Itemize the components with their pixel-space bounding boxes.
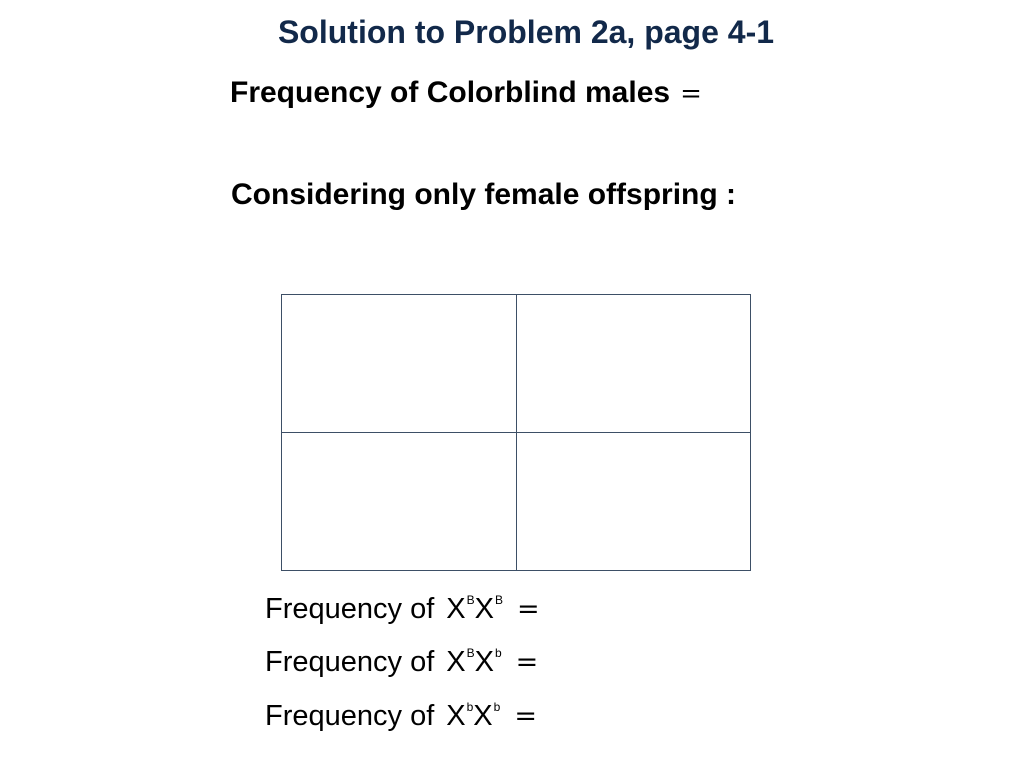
- equals-sign: =: [680, 79, 702, 109]
- genotype-frequency-line: [265, 642, 538, 682]
- x-chromosome: X: [474, 646, 494, 678]
- frequency-label: Frequency of: [265, 593, 435, 625]
- punnett-square: [281, 294, 751, 571]
- punnett-cell: [282, 433, 517, 571]
- allele-superscript: b: [494, 646, 502, 660]
- frequency-label: Frequency of: [265, 700, 435, 732]
- equals-sign: =: [516, 594, 540, 625]
- x-chromosome: X: [446, 593, 466, 625]
- allele-superscript: B: [466, 646, 475, 660]
- punnett-row: [282, 433, 751, 571]
- equals-sign: =: [514, 701, 537, 732]
- genotype-frequency-line: [265, 696, 537, 736]
- colorblind-males-label: Frequency of Colorblind males: [230, 76, 671, 109]
- page-title: Solution to Problem 2a, page 4-1: [277, 14, 775, 50]
- punnett-cell: [516, 295, 751, 433]
- frequency-label: Frequency of: [265, 646, 435, 678]
- allele-superscript: B: [466, 593, 475, 607]
- punnett-cell: [516, 433, 751, 571]
- colorblind-males-line: [230, 76, 702, 110]
- punnett-row: [282, 295, 751, 433]
- allele-superscript: b: [493, 700, 501, 714]
- genotype: [446, 700, 500, 732]
- x-chromosome: X: [473, 700, 493, 732]
- x-chromosome: X: [474, 593, 494, 625]
- allele-superscript: b: [466, 700, 474, 714]
- female-offspring-heading: Considering only female offspring :: [231, 178, 737, 211]
- genotype-frequency-line: [265, 589, 540, 629]
- allele-superscript: B: [494, 593, 503, 607]
- x-chromosome: X: [446, 700, 466, 732]
- punnett-cell: [282, 295, 517, 433]
- equals-sign: =: [515, 647, 539, 678]
- genotype: [446, 593, 503, 625]
- x-chromosome: X: [446, 646, 466, 678]
- genotype: [446, 646, 501, 678]
